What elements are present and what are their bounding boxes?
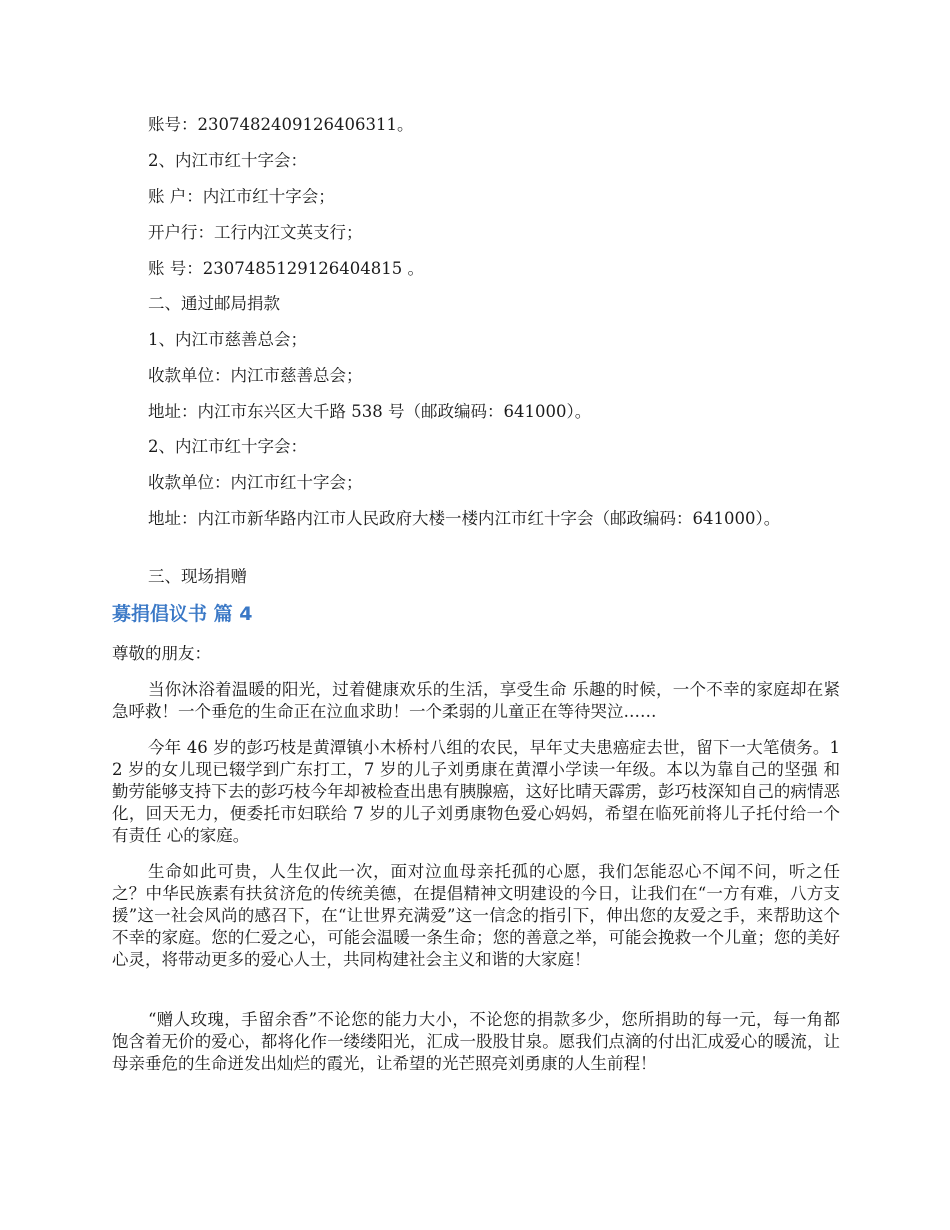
payee-line-2: 收款单位：内江市红十字会；: [148, 473, 363, 492]
paragraph-3: 生命如此可贵，人生仅此一次，面对泣血母亲托孤的心愿，我们怎能忍心不闻不问，听之任之？中华民族素有扶贫济危的传统美德，在提倡精神文明建设的今日，让我们在“一方有难，八方支援”这一社会风尚的感召下，在“让世界充满爱”这一信念的指引下，伸出您的友爱之手，来帮助这个不幸的家庭。您的仁爱之心，可能会温暖一条生命；您的善意之举，可能会挽救一个儿童；您的美好心灵，将带动更多的爱心人士，共同构建社会主义和谐的大家庭！: [112, 862, 840, 969]
account-number-line-2: 账 号：2307485129126404815 。: [148, 259, 424, 278]
account-name-line: 账 户：内江市红十字会；: [148, 187, 335, 206]
post-donation-heading: 二、通过邮局捐款: [148, 294, 280, 313]
paragraph-1: 当你沐浴着温暖的阳光，过着健康欢乐的生活，享受生命 乐趣的时候，一个不幸的家庭却在紧急呼救！一个垂危的生命正在泣血求助！一个柔弱的儿童正在等待哭泣……: [112, 680, 840, 721]
account-number-line: 账号：2307482409126406311。: [148, 115, 414, 134]
red-cross-heading-2: 2、内江市红十字会：: [148, 437, 307, 456]
greeting: 尊敬的朋友：: [112, 644, 211, 663]
address-line: 地址：内江市东兴区大千路 538 号（邮政编码：641000）。: [148, 402, 592, 421]
onsite-donation-heading: 三、现场捐赠: [148, 567, 247, 586]
paragraph-4: “赠人玫瑰，手留余香”不论您的能力大小，不论您的捐款多少，您所捐助的每一元，每一角都饱含着无价的爱心，都将化作一缕缕阳光，汇成一股股甘泉。愿我们点滴的付出汇成爱心的暖流，让母亲垂危的生命迸发出灿烂的霞光，让希望的光芒照亮刘勇康的人生前程！: [112, 1010, 840, 1073]
paragraph-2: 今年 46 岁的彭巧枝是黄潭镇小木桥村八组的农民，早年丈夫患癌症去世，留下一大笔债务。12 岁的女儿现已辍学到广东打工，7 岁的儿子刘勇康在黄潭小学读一年级。本以为靠自己的坚强 和勤劳能够支持下去的彭巧枝今年却被检查出患有胰腺癌，这好比晴天霹雳，彭巧枝深知自己的病情恶化，回天无力，便委托市妇联给 7 岁的儿子刘勇康物色爱心妈妈，希望在临死前将儿子托付给一个有责任 心的家庭。: [112, 738, 840, 845]
payee-line: 收款单位：内江市慈善总会；: [148, 366, 363, 385]
charity-heading: 1、内江市慈善总会；: [148, 330, 307, 349]
address-line-2: 地址：内江市新华路内江市人民政府大楼一楼内江市红十字会（邮政编码：641000）。: [148, 509, 781, 528]
red-cross-heading: 2、内江市红十字会：: [148, 151, 307, 170]
bank-line: 开户行：工行内江文英支行；: [148, 223, 363, 242]
section-title: 募捐倡议书 篇 4: [112, 603, 253, 625]
